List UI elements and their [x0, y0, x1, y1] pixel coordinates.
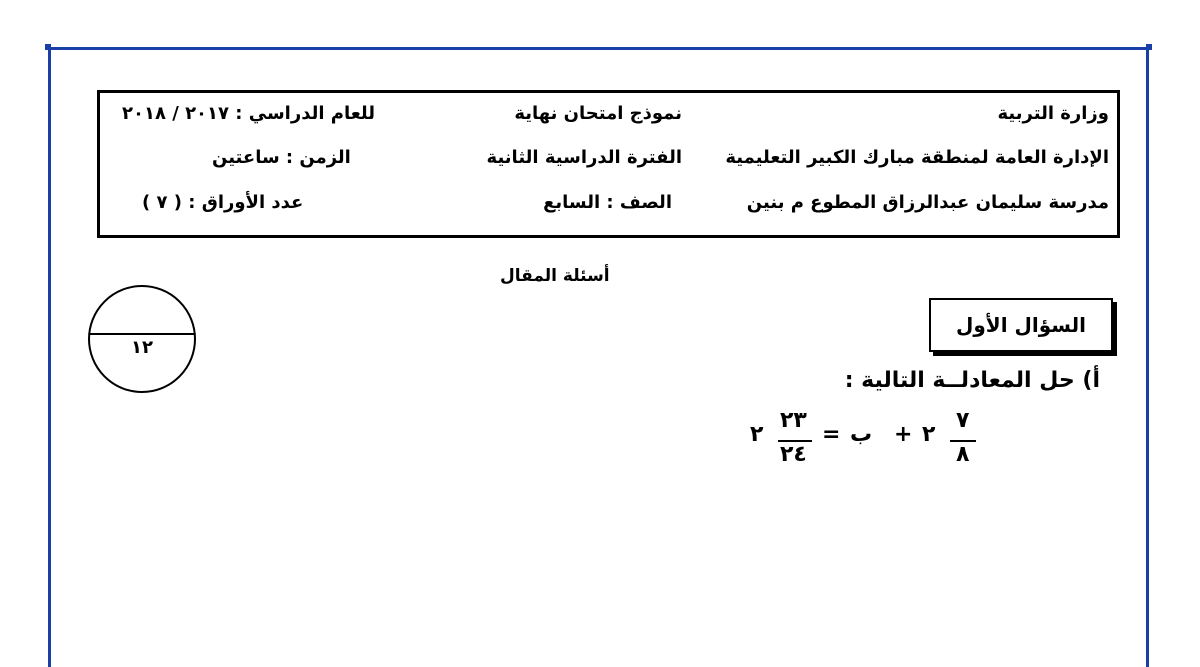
equation-right-whole: ٢	[750, 422, 764, 447]
question-item-a: أ) حل المعادلــة التالية :	[844, 368, 1100, 393]
directorate-label: الإدارة العامة لمنطقة مبارك الكبير التعليمية	[725, 147, 1109, 168]
score-total: ١٢	[131, 337, 153, 358]
school-name: مدرسة سليمان عبدالرزاق المطوع م بنين	[746, 192, 1109, 213]
equation-equals: =	[822, 422, 841, 447]
grade-label: الصف : السابع	[543, 192, 672, 213]
equation-left-denominator: ٨	[956, 442, 970, 467]
equation-left-numerator: ٧	[956, 408, 970, 433]
equation-left-whole: ٢	[922, 422, 936, 447]
border-corner-marker	[1146, 44, 1152, 50]
equation	[750, 408, 990, 478]
equation-plus: +	[894, 422, 913, 447]
equation-variable: ب	[850, 422, 873, 447]
term-label: الفترة الدراسية الثانية	[486, 147, 682, 168]
equation-right-denominator: ٢٤	[780, 442, 807, 467]
equation-right-numerator: ٢٣	[780, 408, 807, 433]
ministry-label: وزارة التربية	[997, 103, 1109, 124]
score-circle	[88, 285, 196, 393]
exam-header	[97, 90, 1120, 238]
score-divider	[90, 333, 194, 335]
border-corner-marker	[45, 44, 51, 50]
section-title: أسئلة المقال	[500, 266, 610, 286]
question-label-box: السؤال الأول	[929, 298, 1113, 352]
pages-count-label: عدد الأوراق : ( ٧ )	[142, 192, 304, 213]
exam-model-label: نموذج امتحان نهاية	[514, 103, 682, 124]
duration-label: الزمن : ساعتين	[212, 147, 351, 168]
academic-year-label: للعام الدراسي : ٢٠١٧ / ٢٠١٨	[122, 103, 376, 124]
